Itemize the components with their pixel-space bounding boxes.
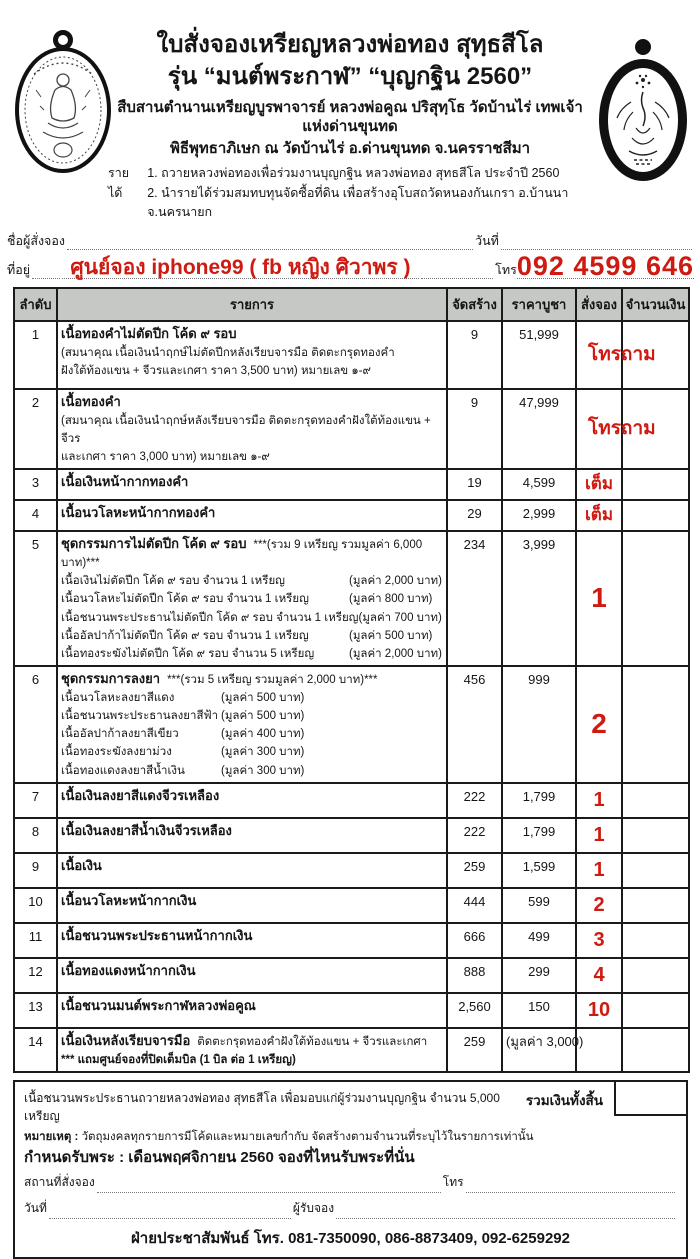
cell-amount xyxy=(622,666,689,783)
cell-item xyxy=(57,666,447,783)
table-row xyxy=(14,818,689,853)
cell-amount xyxy=(622,469,689,500)
header xyxy=(108,30,592,222)
cell-amount xyxy=(622,993,689,1028)
buyer-name-label: ชื่อผู้สั่งจอง xyxy=(7,234,65,249)
footer-date-label: วันที่ xyxy=(24,1201,47,1216)
table-row xyxy=(14,783,689,818)
cell-made: 19 xyxy=(447,469,502,500)
table-row xyxy=(14,993,689,1028)
col-header-price: ราคาบูชา xyxy=(502,288,576,321)
cell-item xyxy=(57,958,447,993)
item-detail: เนื้อทองระฆังไม่ตัดปีก โค้ด ๙ รอบ จำนวน 5 เหรียญ (มูลค่า 2,000 บาท) xyxy=(61,647,442,660)
total-label: รวมเงินทั้งสิ้น xyxy=(525,1092,603,1108)
item-detail: และเกศา ราคา 3,000 บาท) หมายเลข ๑-๙ xyxy=(61,451,270,464)
item-note: ***(รวม 5 เหรียญ รวมมูลค่า 2,000 บาท)*** xyxy=(167,674,378,687)
ceremony-line: พิธีพุทธาภิเษก ณ วัดบ้านไร่ อ.ด่านขุนทด จ.นครราชสีมา xyxy=(169,139,531,157)
order-value: เต็ม xyxy=(584,474,614,494)
cell-item xyxy=(57,469,447,500)
address-phone-line xyxy=(7,251,694,282)
buyer-name-field[interactable] xyxy=(67,234,473,250)
cell-made: 259 xyxy=(447,1028,502,1072)
row-number: 1 xyxy=(14,321,57,389)
item-title: เนื้อนวโลหะหน้ากากทองคำ xyxy=(61,504,216,520)
item-title: เนื้อเงิน xyxy=(61,857,102,873)
right-amulet-image xyxy=(596,36,690,186)
cell-price: 3,999 xyxy=(502,531,576,666)
cell-order xyxy=(576,888,622,923)
row-number: 13 xyxy=(14,993,57,1028)
item-detail: (สมนาคุณ เนื้อเงินนำฤกษ์ไม่ตัดปีกหลังเรียบจารมือ ติดตะกรุดทองคำ xyxy=(61,346,395,359)
table-row xyxy=(14,321,689,389)
date-receiver-line xyxy=(24,1199,677,1219)
cell-made: 888 xyxy=(447,958,502,993)
cell-order xyxy=(576,783,622,818)
order-value: 1 xyxy=(593,788,605,811)
item-title: เนื้อทองแดงหน้ากากเงิน xyxy=(61,962,196,978)
item-detail: เนื้อชนวนพระประธานไม่ตัดปีก โค้ด ๙ รอบ จำนวน 1 เหรียญ(มูลค่า 700 บาท) xyxy=(61,611,442,624)
cell-order xyxy=(576,923,622,958)
booking-center-text: ศูนย์จอง iphone99 ( fb หญิง ศิวาพร ) xyxy=(62,259,418,279)
col-header-made: จัดสร้าง xyxy=(447,288,502,321)
cell-made: 444 xyxy=(447,888,502,923)
cell-item xyxy=(57,853,447,888)
buyer-form xyxy=(7,234,694,282)
legacy-line: สืบสานตำนานเหรียญบูรพาจารย์ หลวงพ่อคูณ ปริสุทฺโธ วัดบ้านไร่ เทพเจ้าแห่งด่านขุนทด xyxy=(117,99,583,135)
cell-order xyxy=(576,500,622,531)
row-number: 6 xyxy=(14,666,57,783)
table-row xyxy=(14,923,689,958)
item-detail: เนื้ออัลปาก้าลงยาสีเขียว (มูลค่า 400 บาท) xyxy=(61,728,305,741)
date-field[interactable] xyxy=(501,234,692,250)
pickup-schedule: กำหนดรับพระ : เดือนพฤศจิกายน 2560 จองที่ไหนรับพระที่นั่น xyxy=(24,1148,415,1166)
page-title: ใบสั่งจองเหรียญหลวงพ่อทอง สุทฺธสีโล xyxy=(156,31,544,58)
cell-price: 999 xyxy=(502,666,576,783)
income-line-1: 1. ถวายหลวงพ่อทองเพื่อร่วมงานบุญกฐิน หลวงพ่อทอง สุทธสีโล ประจำปี 2560 xyxy=(147,166,560,181)
table-row xyxy=(14,469,689,500)
item-title: เนื้อทองคำ xyxy=(61,393,121,409)
cell-amount xyxy=(622,958,689,993)
row-number: 7 xyxy=(14,783,57,818)
order-value: 2 xyxy=(591,708,607,740)
cell-made: 259 xyxy=(447,853,502,888)
cell-amount xyxy=(622,853,689,888)
income-block xyxy=(108,164,592,222)
cell-item xyxy=(57,923,447,958)
cell-made: 29 xyxy=(447,500,502,531)
row-number: 10 xyxy=(14,888,57,923)
cell-made: 666 xyxy=(447,923,502,958)
item-note: ติดตะกรุดทองคำฝังใต้ท้องแขน + จีวรและเกศา xyxy=(197,1035,428,1048)
col-header-amount: จำนวนเงิน xyxy=(622,288,689,321)
item-detail: เนื้อเงินไม่ตัดปีก โค้ด ๙ รอบ จำนวน 1 เหรียญ (มูลค่า 2,000 บาท) xyxy=(61,575,442,588)
row-number: 11 xyxy=(14,923,57,958)
order-value: 1 xyxy=(593,858,605,881)
footer-date-field[interactable] xyxy=(49,1203,291,1219)
cell-made: 222 xyxy=(447,783,502,818)
item-title: ชุดกรรมการไม่ตัดปีก โค้ด ๙ รอบ xyxy=(61,535,247,551)
table-row xyxy=(14,389,689,469)
order-value: เต็ม xyxy=(584,504,614,524)
cell-item xyxy=(57,888,447,923)
cell-item xyxy=(57,993,447,1028)
table-row xyxy=(14,531,689,666)
cell-amount xyxy=(622,783,689,818)
item-detail: เนื้อทองแดงลงยาสีน้ำเงิน (มูลค่า 300 บาท) xyxy=(61,764,305,777)
row-number: 12 xyxy=(14,958,57,993)
cell-amount xyxy=(622,923,689,958)
cell-made: 9 xyxy=(447,321,502,389)
row-number: 2 xyxy=(14,389,57,469)
date-label: วันที่ xyxy=(475,234,499,249)
cell-price: 47,999 xyxy=(502,389,576,469)
item-title: เนื้อเงินลงยาสีแดงจีวรเหลือง xyxy=(61,787,220,803)
address-label: ที่อยู่ xyxy=(7,262,31,277)
cell-item xyxy=(57,321,447,389)
row-number: 5 xyxy=(14,531,57,666)
item-detail: ฝังใต้ท้องแขน + จีวรและเกศา ราคา 3,500 บาท) หมายเลข ๑-๙ xyxy=(61,364,371,377)
order-value: 1 xyxy=(591,582,607,613)
order-value: 3 xyxy=(593,928,605,951)
cell-price: 499 xyxy=(502,923,576,958)
cell-made: 234 xyxy=(447,531,502,666)
table-row xyxy=(14,853,689,888)
income-line-2: 2. นำรายได้ร่วมสมทบทุนจัดซื้อที่ดิน เพื่อสร้างอุโบสถวัดหนองกันเกรา อ.บ้านนา จ.นครนายก xyxy=(147,185,569,219)
cell-order xyxy=(576,469,622,500)
page-subtitle-model: รุ่น “มนต์พระกาฬ” “บุญกฐิน 2560” xyxy=(167,63,533,90)
order-value: โทรถาม xyxy=(588,418,656,440)
cell-price: 1,799 xyxy=(502,783,576,818)
item-title: เนื้อเงินหลังเรียบจารมือ xyxy=(61,1032,191,1048)
giveaway-row xyxy=(24,1089,677,1125)
item-title: เนื้อนวโลหะหน้ากากเงิน xyxy=(61,892,197,908)
giveaway-text: เนื้อชนวนพระประธานถวายหลวงพ่อทอง สุทธสีโล เพื่อมอบแก่ผู้ร่วมงานบุญกฐิน จำนวน 5,000 เหรียญ xyxy=(24,1090,500,1123)
item-detail: เนื้อนวโลหะลงยาสีแดง (มูลค่า 500 บาท) xyxy=(61,691,305,704)
cell-order xyxy=(576,853,622,888)
receiver-field[interactable] xyxy=(336,1203,675,1219)
cell-item xyxy=(57,531,447,666)
booking-phone-number: 092 4599 646 xyxy=(516,251,694,282)
cell-item xyxy=(57,783,447,818)
cell-price: 51,999 xyxy=(502,321,576,389)
item-detail: เนื้อทองระฆังลงยาม่วง (มูลค่า 300 บาท) xyxy=(61,746,305,759)
row-number: 9 xyxy=(14,853,57,888)
footer-phone-field[interactable] xyxy=(466,1177,675,1193)
total-amount-box[interactable] xyxy=(614,1080,688,1116)
remark-label: หมายเหตุ : xyxy=(24,1130,79,1143)
receiver-label: ผู้รับจอง xyxy=(292,1201,335,1216)
cell-amount xyxy=(622,531,689,666)
name-date-line xyxy=(7,234,694,250)
cell-item xyxy=(57,1028,447,1072)
col-header-item: รายการ xyxy=(57,288,447,321)
table-header-row xyxy=(14,288,689,321)
cell-price: (มูลค่า 3,000) xyxy=(502,1028,576,1072)
remark-row xyxy=(24,1129,677,1145)
cell-price: 150 xyxy=(502,993,576,1028)
item-title: เนื้อเงินหน้ากากทองคำ xyxy=(61,474,189,490)
item-detail: เนื้อชนวนพระประธานลงยาสีฟ้า (มูลค่า 500 บาท) xyxy=(61,710,305,723)
table-row xyxy=(14,1028,689,1072)
order-table xyxy=(13,287,690,1073)
item-title: เนื้อชนวนพระประธานหน้ากากเงิน xyxy=(61,927,253,943)
table-row xyxy=(14,500,689,531)
cell-order xyxy=(576,993,622,1028)
item-detail: (สมนาคุณ เนื้อเงินนำฤกษ์หลังเรียบจารมือ ติดตะกรุดทองคำฝังใต้ท้องแขน + จีวร xyxy=(61,414,431,445)
row-number: 4 xyxy=(14,500,57,531)
item-detail: เนื้ออัลปาก้าไม่ตัดปีก โค้ด ๙ รอบ จำนวน 1 เหรียญ (มูลค่า 500 บาท) xyxy=(61,629,433,642)
cell-order xyxy=(576,389,656,469)
phone-label: โทร xyxy=(495,262,517,277)
table-row xyxy=(14,958,689,993)
table-row xyxy=(14,888,689,923)
cell-price: 1,799 xyxy=(502,818,576,853)
item-title: เนื้อเงินลงยาสีน้ำเงินจีวรเหลือง xyxy=(61,822,232,838)
left-amulet-image xyxy=(12,28,114,176)
cell-made: 9 xyxy=(447,389,502,469)
order-value: 4 xyxy=(593,963,605,986)
cell-price: 299 xyxy=(502,958,576,993)
item-title: ชุดกรรมการลงยา xyxy=(61,671,161,687)
cell-item xyxy=(57,500,447,531)
row-number: 8 xyxy=(14,818,57,853)
cell-order xyxy=(576,818,622,853)
table-row xyxy=(14,666,689,783)
item-note: ***(รวม 9 เหรียญ รวมมูลค่า 6,000 บาท)*** xyxy=(61,538,423,570)
order-value: 1 xyxy=(593,823,605,846)
row-number: 3 xyxy=(14,469,57,500)
cell-price: 2,999 xyxy=(502,500,576,531)
row-number: 14 xyxy=(14,1028,57,1072)
cell-amount xyxy=(622,818,689,853)
item-detail: *** แถมศูนย์จองที่ปิดเต็มบิล (1 บิล ต่อ 1 เหรียญ) xyxy=(61,1053,296,1066)
place-label: สถานที่สั่งจอง xyxy=(24,1175,95,1190)
cell-amount xyxy=(622,888,689,923)
footer-phone-label: โทร xyxy=(442,1175,464,1190)
address-field-left[interactable] xyxy=(32,263,60,279)
cell-order xyxy=(576,321,656,389)
item-title: เนื้อทองคำไม่ตัดปีก โค้ด ๙ รอบ xyxy=(61,325,237,341)
col-header-order: สั่งจอง xyxy=(576,288,622,321)
cell-price: 1,599 xyxy=(502,853,576,888)
cell-price: 4,599 xyxy=(502,469,576,500)
order-value: โทรถาม xyxy=(588,344,656,366)
footer-box xyxy=(13,1080,688,1259)
remark-text: วัตถุมงคลทุกรายการมีโค้ดและหมายเลขกำกับ จัดสร้างตามจำนวนที่ระบุไว้ในรายการเท่านั้น xyxy=(81,1130,534,1143)
col-header-index: ลำดับ xyxy=(14,288,57,321)
cell-order xyxy=(576,958,622,993)
item-detail: เนื้อนวโลหะไม่ตัดปีก โค้ด ๙ รอบ จำนวน 1 เหรียญ (มูลค่า 800 บาท) xyxy=(61,593,433,606)
address-field-right[interactable] xyxy=(421,263,494,279)
cell-made: 222 xyxy=(447,818,502,853)
income-label: รายได้ xyxy=(108,166,130,200)
cell-price: 599 xyxy=(502,888,576,923)
cell-order xyxy=(576,666,622,783)
pr-contact-line: ฝ่ายประชาสัมพันธ์ โทร. 081-7350090, 086-8873409, 092-6259292 xyxy=(130,1230,570,1248)
cell-item xyxy=(57,818,447,853)
item-title: เนื้อชนวนมนต์พระกาฬหลวงพ่อคูณ xyxy=(61,997,256,1013)
cell-made: 456 xyxy=(447,666,502,783)
place-phone-line xyxy=(24,1173,677,1193)
place-field[interactable] xyxy=(97,1177,441,1193)
cell-amount xyxy=(622,500,689,531)
order-value: 10 xyxy=(587,998,611,1021)
order-value: 2 xyxy=(593,893,605,916)
cell-order xyxy=(576,531,622,666)
cell-item xyxy=(57,389,447,469)
cell-made: 2,560 xyxy=(447,993,502,1028)
cell-amount xyxy=(622,1028,689,1072)
